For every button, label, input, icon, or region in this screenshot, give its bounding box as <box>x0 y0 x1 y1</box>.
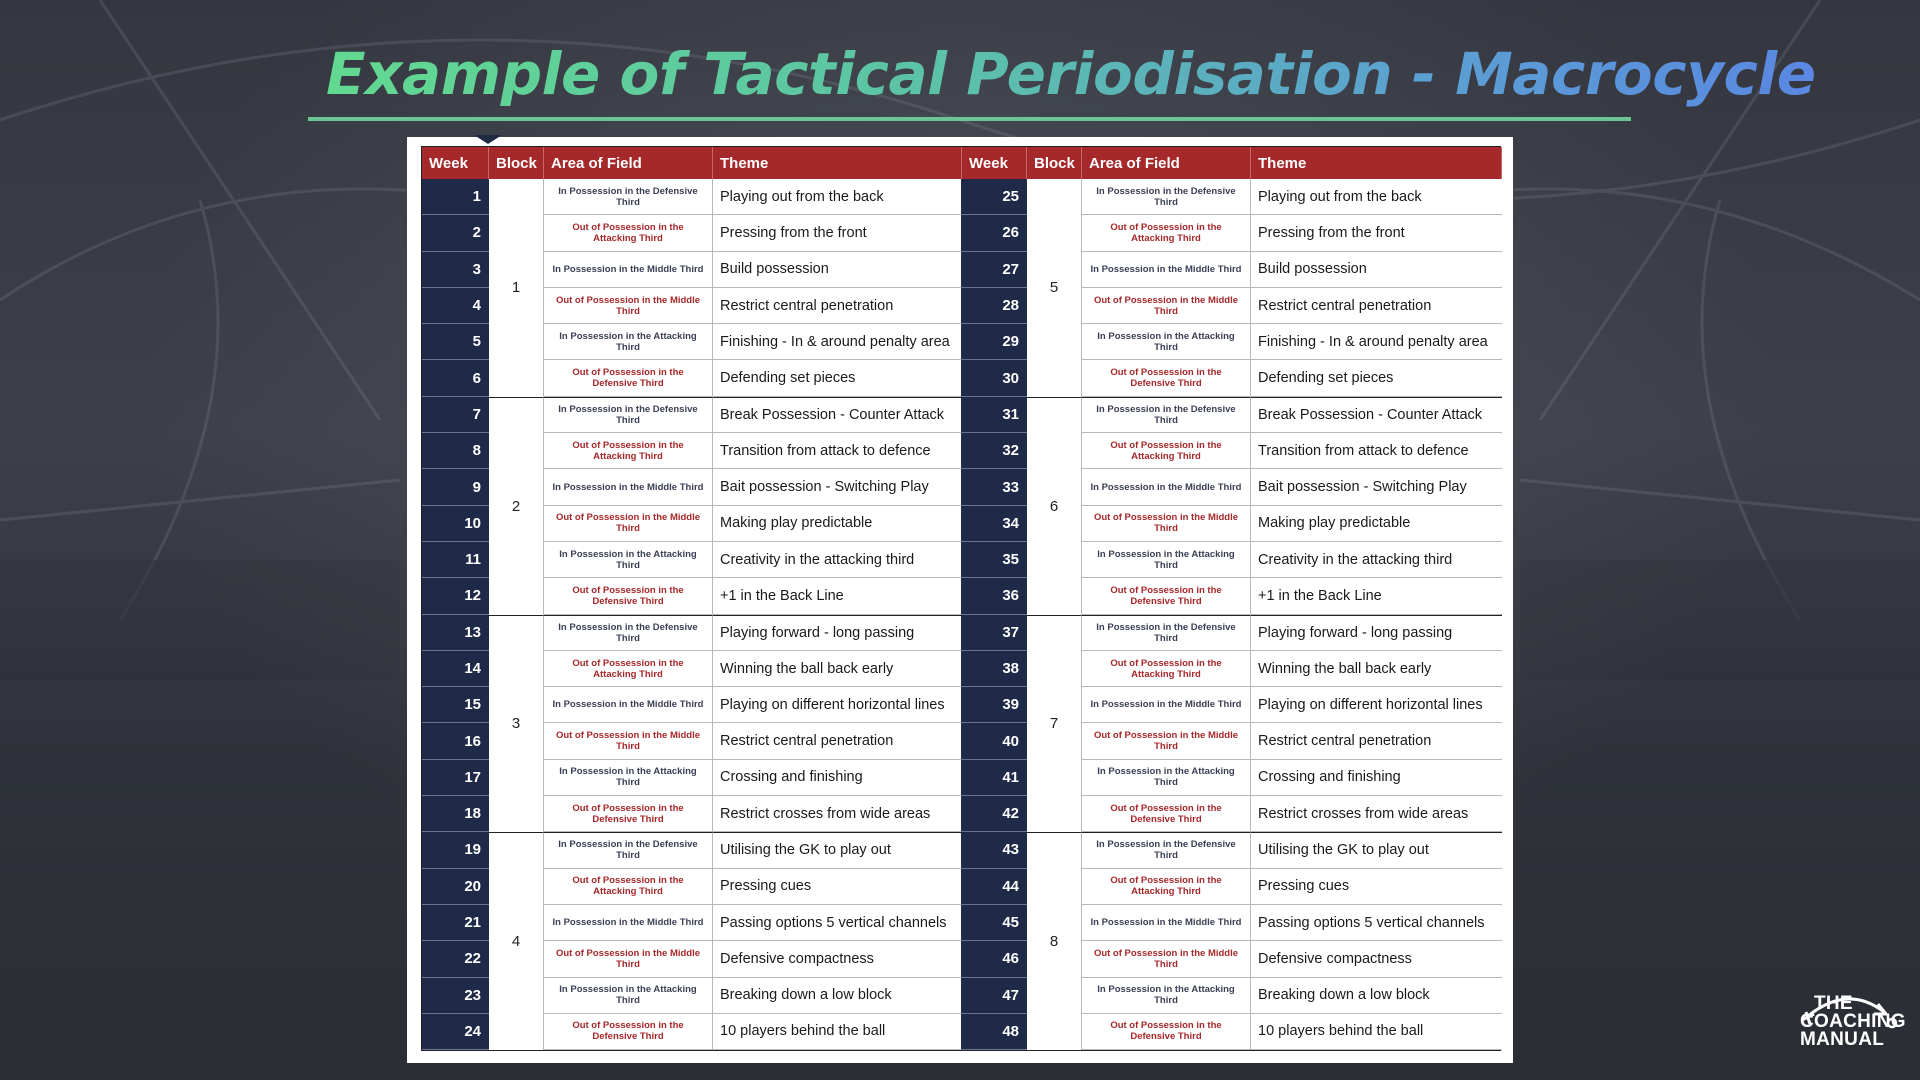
macrocycle-table <box>421 146 1501 1051</box>
theme: Restrict crosses from wide areas <box>1251 796 1502 832</box>
area-of-field: Out of Possession in the Defensive Third <box>544 1014 713 1050</box>
area-of-field: In Possession in the Middle Third <box>544 905 713 941</box>
area-of-field: In Possession in the Middle Third <box>544 687 713 723</box>
area-of-field: In Possession in the Defensive Third <box>544 615 713 651</box>
area-of-field: In Possession in the Middle Third <box>1082 905 1251 941</box>
header-theme: Theme <box>713 147 962 179</box>
week-number: 26 <box>962 215 1027 251</box>
theme: Creativity in the attacking third <box>1251 542 1502 578</box>
area-of-field: In Possession in the Defensive Third <box>544 832 713 868</box>
area-of-field: In Possession in the Attacking Third <box>544 324 713 360</box>
week-number: 36 <box>962 578 1027 614</box>
area-of-field: Out of Possession in the Attacking Third <box>544 651 713 687</box>
week-number: 34 <box>962 506 1027 542</box>
week-number: 39 <box>962 687 1027 723</box>
week-number: 4 <box>422 288 489 324</box>
header-area-of-field: Area of Field <box>1082 147 1251 179</box>
area-of-field: Out of Possession in the Middle Third <box>1082 941 1251 977</box>
chevron-down-icon <box>474 135 502 144</box>
header-week: Week <box>422 147 489 179</box>
area-of-field: In Possession in the Middle Third <box>544 252 713 288</box>
page-title: Example of Tactical Periodisation - Macrocycle <box>326 40 1816 108</box>
week-number: 1 <box>422 179 489 215</box>
week-number: 45 <box>962 905 1027 941</box>
block-number: 7 <box>1027 615 1082 833</box>
logo-line: MANUAL <box>1800 1029 1885 1050</box>
theme: Playing out from the back <box>1251 179 1502 215</box>
week-number: 13 <box>422 615 489 651</box>
area-of-field: Out of Possession in the Middle Third <box>1082 506 1251 542</box>
block-number: 2 <box>489 397 544 615</box>
week-number: 29 <box>962 324 1027 360</box>
area-of-field: Out of Possession in the Defensive Third <box>1082 1014 1251 1050</box>
area-of-field: Out of Possession in the Attacking Third <box>544 215 713 251</box>
area-of-field: Out of Possession in the Defensive Third <box>1082 360 1251 396</box>
coaching-manual-logo <box>1800 995 1906 1049</box>
area-of-field: Out of Possession in the Defensive Third <box>1082 796 1251 832</box>
area-of-field: Out of Possession in the Attacking Third <box>1082 869 1251 905</box>
block-number: 5 <box>1027 179 1082 397</box>
header-theme: Theme <box>1251 147 1502 179</box>
week-number: 20 <box>422 869 489 905</box>
theme: 10 players behind the ball <box>713 1014 962 1050</box>
theme: Crossing and finishing <box>1251 760 1502 796</box>
week-number: 8 <box>422 433 489 469</box>
theme: Making play predictable <box>1251 506 1502 542</box>
week-number: 14 <box>422 651 489 687</box>
week-number: 6 <box>422 360 489 396</box>
logo-line: THE <box>1814 993 1853 1014</box>
theme: Build possession <box>1251 252 1502 288</box>
week-number: 10 <box>422 506 489 542</box>
theme: Restrict central penetration <box>1251 723 1502 759</box>
week-number: 17 <box>422 760 489 796</box>
week-number: 42 <box>962 796 1027 832</box>
area-of-field: In Possession in the Defensive Third <box>544 397 713 433</box>
theme: Breaking down a low block <box>713 978 962 1014</box>
area-of-field: In Possession in the Middle Third <box>1082 252 1251 288</box>
week-number: 46 <box>962 941 1027 977</box>
block-number: 6 <box>1027 397 1082 615</box>
area-of-field: Out of Possession in the Middle Third <box>1082 723 1251 759</box>
block-number: 3 <box>489 615 544 833</box>
area-of-field: Out of Possession in the Defensive Third <box>1082 578 1251 614</box>
week-number: 40 <box>962 723 1027 759</box>
area-of-field: Out of Possession in the Middle Third <box>544 723 713 759</box>
block-number: 8 <box>1027 832 1082 1050</box>
theme: Pressing from the front <box>1251 215 1502 251</box>
area-of-field: In Possession in the Attacking Third <box>544 760 713 796</box>
theme: Restrict crosses from wide areas <box>713 796 962 832</box>
theme: Transition from attack to defence <box>713 433 962 469</box>
week-number: 5 <box>422 324 489 360</box>
theme: Defending set pieces <box>713 360 962 396</box>
area-of-field: In Possession in the Middle Third <box>1082 687 1251 723</box>
area-of-field: Out of Possession in the Middle Third <box>544 506 713 542</box>
header-area-of-field: Area of Field <box>544 147 713 179</box>
area-of-field: Out of Possession in the Attacking Third <box>1082 215 1251 251</box>
theme: Bait possession - Switching Play <box>713 469 962 505</box>
theme: Restrict central penetration <box>713 723 962 759</box>
theme: Utilising the GK to play out <box>1251 832 1502 868</box>
theme: Finishing - In & around penalty area <box>1251 324 1502 360</box>
area-of-field: In Possession in the Defensive Third <box>1082 179 1251 215</box>
area-of-field: Out of Possession in the Attacking Third <box>1082 651 1251 687</box>
week-number: 16 <box>422 723 489 759</box>
theme: Defending set pieces <box>1251 360 1502 396</box>
theme: Crossing and finishing <box>713 760 962 796</box>
week-number: 9 <box>422 469 489 505</box>
theme: Restrict central penetration <box>713 288 962 324</box>
week-number: 15 <box>422 687 489 723</box>
header-block: Block <box>1027 147 1082 179</box>
theme: Finishing - In & around penalty area <box>713 324 962 360</box>
area-of-field: Out of Possession in the Middle Third <box>544 941 713 977</box>
week-number: 21 <box>422 905 489 941</box>
theme: +1 in the Back Line <box>713 578 962 614</box>
theme: Playing forward - long passing <box>1251 615 1502 651</box>
week-number: 33 <box>962 469 1027 505</box>
theme: Restrict central penetration <box>1251 288 1502 324</box>
area-of-field: In Possession in the Attacking Third <box>544 542 713 578</box>
area-of-field: In Possession in the Defensive Third <box>1082 615 1251 651</box>
theme: Playing on different horizontal lines <box>1251 687 1502 723</box>
theme: Utilising the GK to play out <box>713 832 962 868</box>
week-number: 23 <box>422 978 489 1014</box>
theme: Break Possession - Counter Attack <box>1251 397 1502 433</box>
week-number: 3 <box>422 252 489 288</box>
theme: Defensive compactness <box>713 941 962 977</box>
area-of-field: Out of Possession in the Middle Third <box>544 288 713 324</box>
area-of-field: In Possession in the Attacking Third <box>1082 978 1251 1014</box>
week-number: 28 <box>962 288 1027 324</box>
theme: Passing options 5 vertical channels <box>1251 905 1502 941</box>
week-number: 31 <box>962 397 1027 433</box>
header-week: Week <box>962 147 1027 179</box>
theme: Breaking down a low block <box>1251 978 1502 1014</box>
week-number: 11 <box>422 542 489 578</box>
week-number: 19 <box>422 832 489 868</box>
theme: Playing forward - long passing <box>713 615 962 651</box>
week-number: 24 <box>422 1014 489 1050</box>
week-number: 27 <box>962 252 1027 288</box>
theme: 10 players behind the ball <box>1251 1014 1502 1050</box>
week-number: 22 <box>422 941 489 977</box>
theme: Playing out from the back <box>713 179 962 215</box>
area-of-field: Out of Possession in the Defensive Third <box>544 796 713 832</box>
week-number: 37 <box>962 615 1027 651</box>
block-number: 1 <box>489 179 544 397</box>
week-number: 38 <box>962 651 1027 687</box>
area-of-field: Out of Possession in the Defensive Third <box>544 360 713 396</box>
header-block: Block <box>489 147 544 179</box>
area-of-field: In Possession in the Attacking Third <box>1082 324 1251 360</box>
theme: Defensive compactness <box>1251 941 1502 977</box>
theme: Pressing cues <box>713 869 962 905</box>
area-of-field: Out of Possession in the Attacking Third <box>544 433 713 469</box>
week-number: 7 <box>422 397 489 433</box>
theme: Winning the ball back early <box>713 651 962 687</box>
theme: Playing on different horizontal lines <box>713 687 962 723</box>
week-number: 18 <box>422 796 489 832</box>
week-number: 44 <box>962 869 1027 905</box>
week-number: 2 <box>422 215 489 251</box>
week-number: 30 <box>962 360 1027 396</box>
area-of-field: In Possession in the Attacking Third <box>1082 542 1251 578</box>
theme: Pressing cues <box>1251 869 1502 905</box>
area-of-field: Out of Possession in the Attacking Third <box>544 869 713 905</box>
theme: Transition from attack to defence <box>1251 433 1502 469</box>
week-number: 48 <box>962 1014 1027 1050</box>
week-number: 41 <box>962 760 1027 796</box>
week-number: 43 <box>962 832 1027 868</box>
area-of-field: In Possession in the Defensive Third <box>544 179 713 215</box>
theme: Winning the ball back early <box>1251 651 1502 687</box>
week-number: 47 <box>962 978 1027 1014</box>
theme: +1 in the Back Line <box>1251 578 1502 614</box>
theme: Bait possession - Switching Play <box>1251 469 1502 505</box>
logo-line: COACHING <box>1800 1011 1906 1032</box>
area-of-field: In Possession in the Attacking Third <box>1082 760 1251 796</box>
area-of-field: Out of Possession in the Attacking Third <box>1082 433 1251 469</box>
area-of-field: In Possession in the Middle Third <box>1082 469 1251 505</box>
area-of-field: In Possession in the Defensive Third <box>1082 832 1251 868</box>
theme: Making play predictable <box>713 506 962 542</box>
block-number: 4 <box>489 832 544 1050</box>
theme: Passing options 5 vertical channels <box>713 905 962 941</box>
week-number: 25 <box>962 179 1027 215</box>
theme: Creativity in the attacking third <box>713 542 962 578</box>
week-number: 12 <box>422 578 489 614</box>
theme: Build possession <box>713 252 962 288</box>
theme: Break Possession - Counter Attack <box>713 397 962 433</box>
area-of-field: Out of Possession in the Middle Third <box>1082 288 1251 324</box>
week-number: 35 <box>962 542 1027 578</box>
area-of-field: Out of Possession in the Defensive Third <box>544 578 713 614</box>
area-of-field: In Possession in the Attacking Third <box>544 978 713 1014</box>
area-of-field: In Possession in the Defensive Third <box>1082 397 1251 433</box>
area-of-field: In Possession in the Middle Third <box>544 469 713 505</box>
title-underline <box>308 117 1631 121</box>
theme: Pressing from the front <box>713 215 962 251</box>
week-number: 32 <box>962 433 1027 469</box>
